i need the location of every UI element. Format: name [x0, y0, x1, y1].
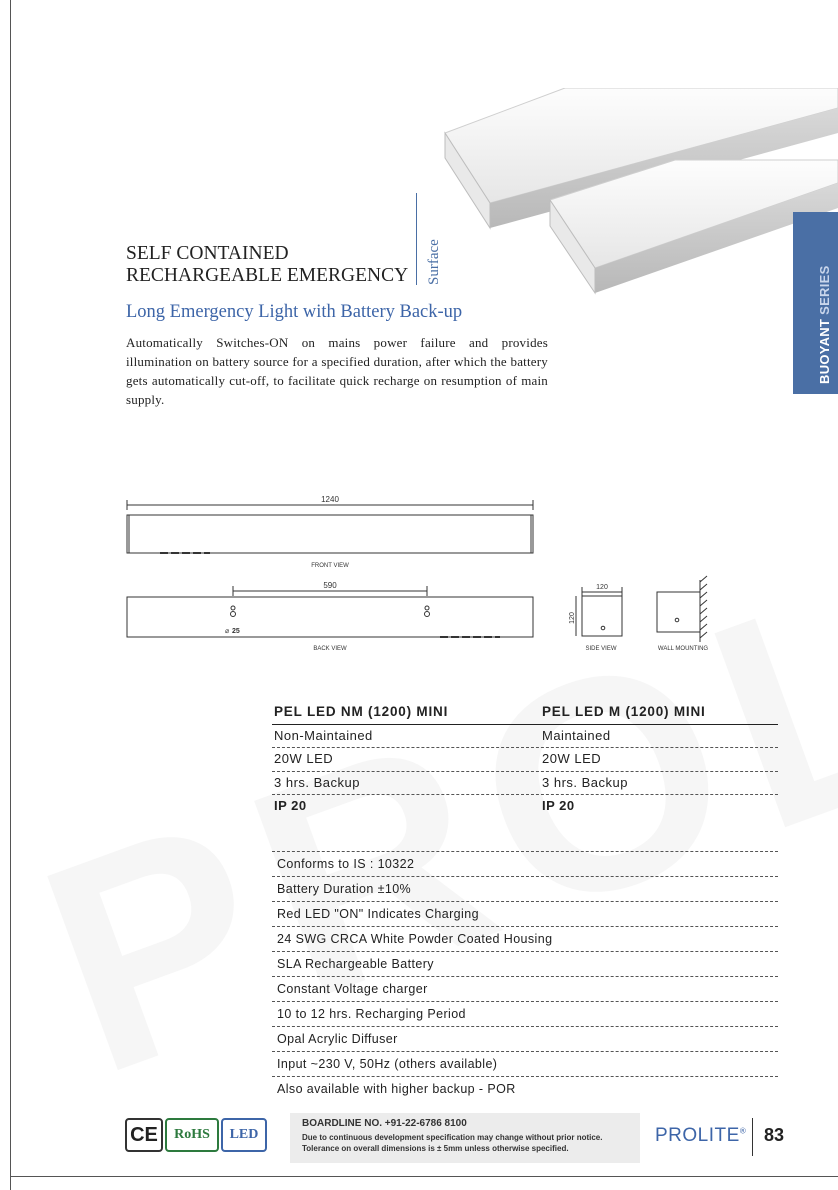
product-image: [440, 88, 838, 298]
table-row: [272, 772, 778, 796]
mounting-type: Surface: [426, 239, 442, 285]
product-title: [126, 243, 408, 287]
boardline-number: BOARDLINE NO. +91-22-6786 8100: [302, 1118, 467, 1129]
list-item: [272, 852, 778, 877]
disclaimer-line-1: Due to continuous development specification may change without prior notice.: [302, 1133, 603, 1142]
table-row: [272, 795, 778, 818]
technical-drawings: [120, 490, 720, 670]
list-item: [272, 927, 778, 952]
spec-table-header: [272, 701, 778, 725]
brand-logo: [655, 1125, 746, 1147]
table-cell: IP 20: [274, 798, 307, 813]
wall-mounting-caption: WALL MOUNTING: [657, 646, 709, 652]
feature-text: 24 SWG CRCA White Powder Coated Housing: [277, 932, 553, 946]
table-cell: IP 20: [542, 798, 575, 813]
feature-text: Conforms to IS : 10322: [277, 857, 415, 871]
list-item: [272, 1002, 778, 1027]
side-view-drawing: [576, 587, 622, 636]
table-cell: 3 hrs. Backup: [274, 774, 360, 790]
front-view-caption: FRONT VIEW: [311, 563, 349, 569]
hole-diameter-label: 25: [232, 628, 240, 635]
registered-mark: ®: [739, 1126, 747, 1136]
title-divider: [416, 193, 417, 285]
list-item: [272, 902, 778, 927]
footer-divider: [752, 1118, 753, 1156]
title-line-1: SELF CONTAINED: [126, 243, 289, 264]
front-length-label: 1240: [321, 495, 339, 504]
page-number: 83: [764, 1125, 785, 1145]
back-view-drawing: [127, 586, 533, 637]
product-subtitle: Long Emergency Light with Battery Back-up: [126, 302, 463, 322]
feature-text: Red LED "ON" Indicates Charging: [277, 907, 479, 921]
back-spacing-label: 590: [323, 581, 337, 590]
front-view-drawing: [127, 500, 533, 553]
series-side-tab: [793, 212, 838, 394]
features-list: [272, 851, 778, 1101]
table-row: [272, 748, 778, 772]
side-width-label: 120: [596, 584, 608, 591]
disclaimer-line-2: Tolerance on overall dimensions is ± 5mm unless otherwise specified.: [302, 1144, 569, 1153]
feature-text: Input ~230 V, 50Hz (others available): [277, 1057, 498, 1071]
page-border-left: [10, 0, 11, 1190]
feature-text: Constant Voltage charger: [277, 982, 428, 996]
feature-text: 10 to 12 hrs. Recharging Period: [277, 1007, 466, 1021]
feature-text: Also available with higher backup - POR: [277, 1082, 516, 1096]
table-cell: 20W LED: [274, 751, 334, 766]
list-item: [272, 952, 778, 977]
brand-name: PROLITE: [655, 1125, 740, 1146]
list-item: [272, 877, 778, 902]
list-item: [272, 1052, 778, 1077]
page-border-bottom: [10, 1176, 838, 1177]
spec-table: [272, 701, 778, 818]
side-height-label: 120: [569, 612, 576, 624]
wall-mounting-drawing: [657, 576, 707, 642]
ce-mark-icon: CE: [125, 1118, 163, 1152]
led-badge-icon: LED: [221, 1118, 267, 1152]
list-item: [272, 977, 778, 1002]
list-item: [272, 1077, 778, 1101]
series-name: BUOYANT: [817, 318, 832, 384]
series-label: SERIES: [817, 265, 832, 315]
table-cell: Maintained: [542, 727, 611, 743]
feature-text: Battery Duration ±10%: [277, 882, 412, 896]
side-view-caption: SIDE VIEW: [585, 646, 617, 652]
footer-disclaimer: [302, 1132, 602, 1154]
product-description: Automatically Switches-ON on mains power failure and provides illumination on battery source for a specified duration, after which the battery gets automatically cut-off, to facilitate quick recharge on resumption of main supply.: [126, 335, 548, 407]
table-cell: Non-Maintained: [274, 727, 373, 743]
feature-text: SLA Rechargeable Battery: [277, 957, 434, 971]
column-header-nm: PEL LED NM (1200) MINI: [274, 704, 449, 719]
back-view-caption: BACK VIEW: [313, 646, 347, 652]
list-item: [272, 1027, 778, 1052]
table-row: [272, 725, 778, 749]
table-cell: 3 hrs. Backup: [542, 774, 628, 790]
rohs-badge-icon: RoHS: [165, 1118, 219, 1152]
feature-text: Opal Acrylic Diffuser: [277, 1032, 398, 1046]
column-header-m: PEL LED M (1200) MINI: [542, 704, 706, 719]
table-cell: 20W LED: [542, 751, 602, 766]
title-line-2: RECHARGEABLE EMERGENCY: [126, 265, 409, 286]
hole-diameter-symbol: ⌀: [225, 628, 230, 635]
